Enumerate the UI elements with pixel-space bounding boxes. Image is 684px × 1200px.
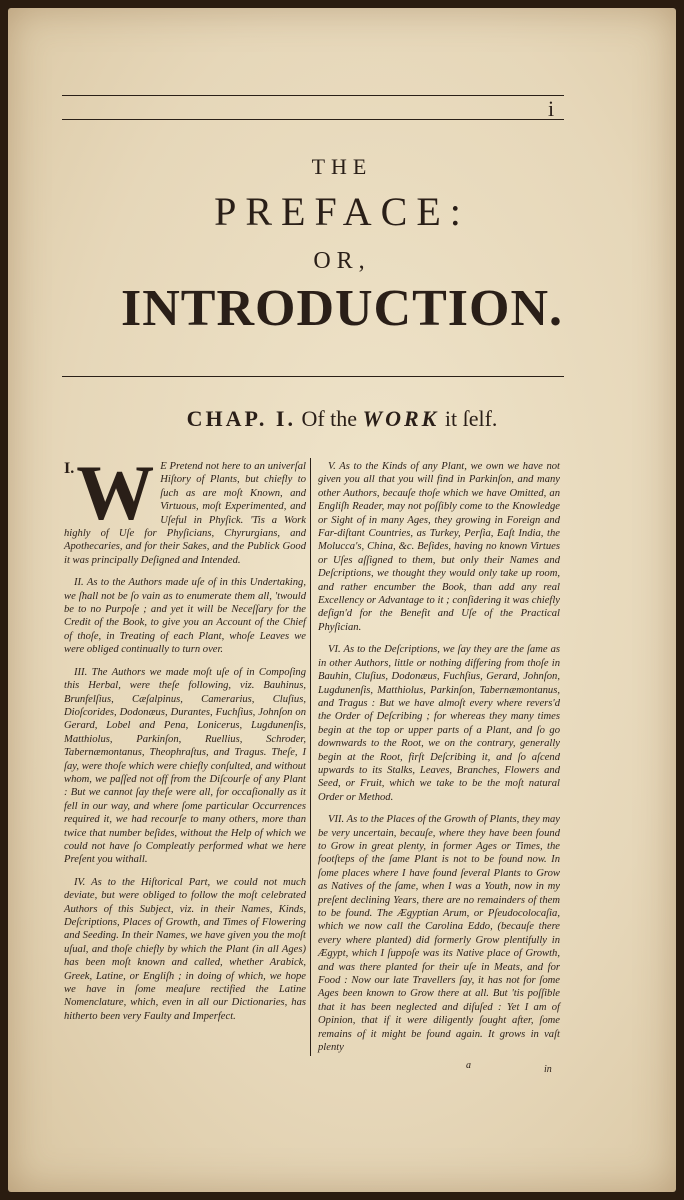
title-or: OR, (313, 248, 371, 274)
title-introduction: INTRODUCTION. (120, 280, 564, 337)
chapter-label: CHAP. I. (186, 406, 296, 431)
top-rule-lower (62, 119, 564, 120)
paragraph-6: VI. As to the Deſcriptions, we ſay they are the ſame as in other Authors, little or nothing differing from thoſe in Bauhin, Cluſius, Dodonæus, Fuchſius, Gerard, Johnſon, Lugdunenſis, Matthiolus, Parkinſon, Tabernæmontanus, and Tragus : But we have almoſt every where revers'd the Order of Deſcribing ; for whereas they many times begin at the top or upper parts of a Plant, and ſo go downwards to the Root, we on the contrary, generally begin at the Root, firſt Deſcribing it, and ſo aſcend upwards to its Stalks, Leaves, Branches, Flowers and Seed, or Fruit, which we take to be the moſt natural Order or Method. (318, 644, 560, 803)
chapter-heading (0, 406, 684, 432)
left-column (64, 449, 306, 1032)
signature-mark: a (466, 1060, 471, 1071)
paragraph-3: III. The Authors we made moſt uſe of in Compoſing this Herbal, were theſe following, viz. Bauhinus, Brunfelſius, Cæſalpinus, Camerarius, Cluſius, Dioſcorides, Dodonæus, Durantes, Fuchſius, Johnſon on Gerard, Lobel and Pena, Lonicerus, Lugdunenſis, Matthiolus, Parkinſon, Ruellius, Schroder, Tabernæmontanus, Theophraſtus, and Tragus. Theſe, I ſay, were thoſe which were chiefly conſulted, and without whom, we paſſed not off from the Diſcourſe of any Plant : But we cannot ſay theſe were all, for occaſionally as it fell in our way, and where ſome particular Occurrences required it, we had recourſe to many others, more than twice that number beſides, without the Help of which we could not have ſo Compleatly performed what we here Preſent you withall. (64, 666, 306, 866)
paragraph-1-text: E Pretend not here to an univerſal Hiſtory of Plants, but chiefly to ſuch as are moſt Known, and Virtuous, moſt Experimented, and Uſeful in Phyſick. 'Tis a Work highly of Uſe for Phyſicians, Chyrurgians, and Apothecaries, and for their Sakes, and the Publick Good it was principally Deſigned and Intended. (64, 461, 306, 566)
paragraph-1-number: I. (64, 460, 75, 477)
top-rule (62, 95, 564, 96)
title-preface: PREFACE: (214, 189, 470, 234)
paragraph-7: VII. As to the Places of the Growth of Plants, they may be very uncertain, becauſe, where they have been found to Grow in great plenty, in former Ages or Times, the footſteps of the ſame Plant is not to be found now. In ſome places where I have found ſeveral Plants to Grow as Natives of the ſame, when I was a Youth, now in my preſent declining Years, there are no remainders of them to be found. The Ægyptian Arum, or Pſeudocolocaſia, which we now call the Carolina Eddo, (becauſe there every where planted) did formerly Grow plentifully in Ægypt, which I ſuppoſe was its Native place of Growth, and was there planted for their uſe in Meats, and for Food : Now our late Travellers ſay, it has not for ſome Ages been known to Grow there at all. But 'tis poſſible that it has been neglected and diſuſed : Yet I am of Opinion, that if it were diligently ſought after, ſome remains of it might be found again. It grows in vaſt plenty (318, 814, 560, 1054)
chapter-rest: it ſelf. (444, 406, 498, 431)
paragraph-2: II. As to the Authors made uſe of in this Undertaking, we ſhall not be ſo vain as to enumerate them all, 'twould be to no Purpoſe ; and yet it will be Neceſſary for the Credit of the Book, to give you an Account of the Chief of thoſe, in Treating of each Plant, whoſe Leaves we were obliged continually to turn over. (64, 577, 306, 656)
title-the: THE (311, 154, 373, 179)
paragraph-4: IV. As to the Hiſtorical Part, we could not much deviate, but were obliged to follow the moſt celebrated Authors of this Subject, viz. in their Names, Kinds, Deſcriptions, Places of Growth, and Times of Flowering and Seeding. In their Names, we have given you the moſt uſual, and thoſe chiefly by which the Plant (in all Ages) has been moſt known and called, whether Arabick, Greek, Latine, or Engliſh ; in doing of which, we hope we have in ſome meaſure rectified the Latine Nomenclature, which, even in all our Dictionaries, has hitherto been very Faulty and Imperfect. (64, 876, 306, 1022)
chapter-work: WORK (362, 406, 440, 431)
right-column (318, 460, 560, 1063)
chapter-of-the: Of the (301, 406, 358, 431)
paragraph-5: V. As to the Kinds of any Plant, we own we have not given you all that you will find in Parkinſon, and many other Authors, becauſe thoſe which we have Omitted, an Engliſh Reader, may not poſſibly come to the Knowledge or Sight of in many Ages, they growing in Foreign and Far-diſtant Countries, as Turkey, Perſia, Eaſt India, the Molucca's, China, &c. Beſides, having no known Virtues or Uſes aſſigned to them, but only their Names and Deſcriptions, we thought they would only take up room, and rather encumber the Book, than add any real Excellency or Advantage to it ; conſidering it was chiefly deſign'd for the Benefit and Uſe of the Practical Phyſician. (318, 461, 560, 633)
title-rule (62, 376, 564, 377)
page-folio: i (548, 96, 555, 121)
paragraph-1 (64, 449, 306, 567)
catchword: in (544, 1064, 552, 1075)
column-divider (310, 458, 311, 1056)
drop-cap: W (76, 449, 155, 536)
